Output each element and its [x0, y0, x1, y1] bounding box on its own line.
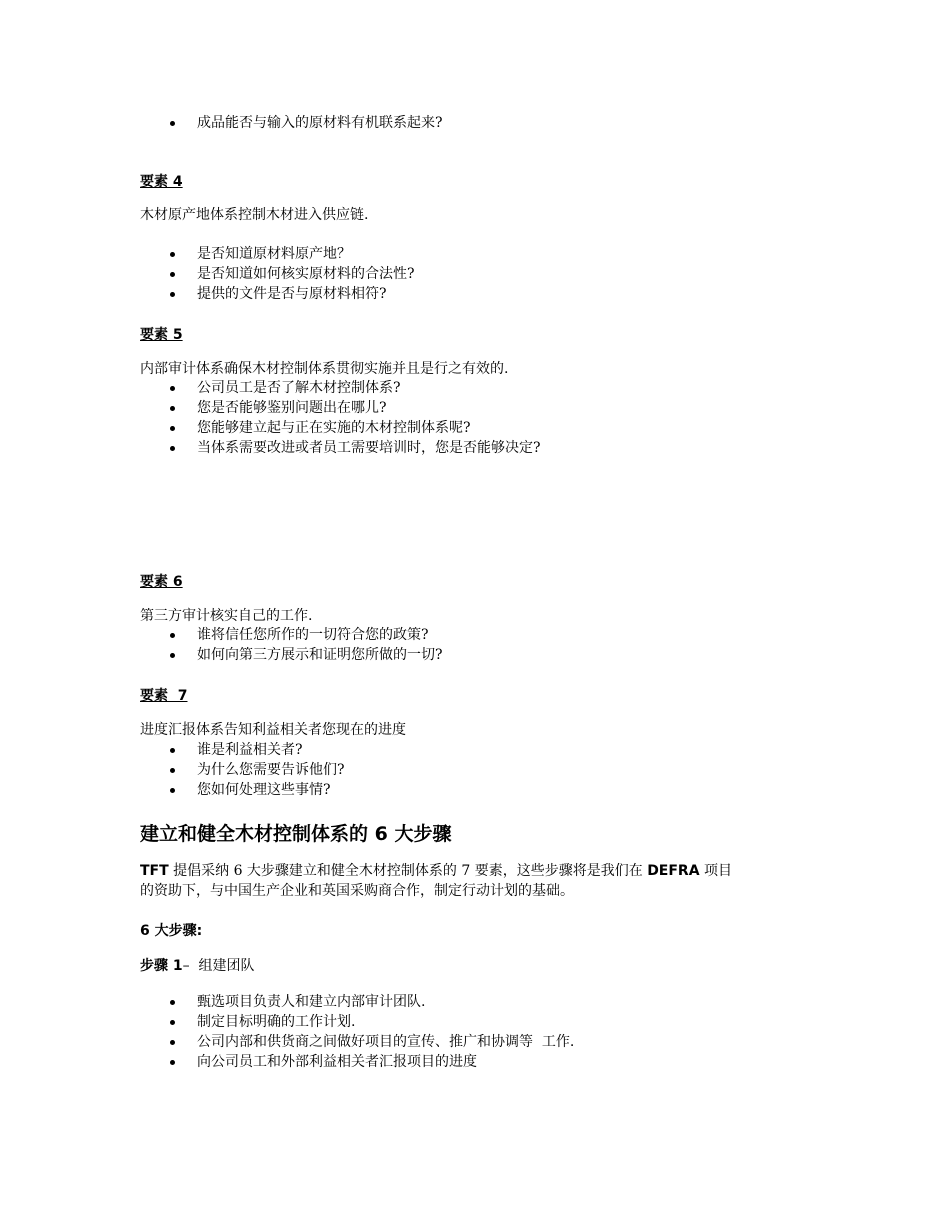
bullet-icon — [170, 426, 175, 431]
element5-list — [140, 378, 541, 458]
list-item: 是否知道原材料原产地？ — [140, 244, 415, 264]
list-item: 如何向第三方展示和证明您所做的一切? — [140, 645, 443, 665]
list-item: 谁是利益相关者? — [140, 740, 345, 760]
bullet-icon — [170, 272, 175, 277]
list-item: 为什么您需要告诉他们? — [140, 760, 345, 780]
list-item: 是否知道如何核实原材料的合法性? — [140, 264, 415, 284]
list-item: 公司员工是否了解木材控制体系? — [140, 378, 541, 398]
bullet-icon — [170, 1000, 175, 1005]
bullet-icon — [170, 768, 175, 773]
element5-desc: 内部审计体系确保木材控制体系贯彻实施并且是行之有效的. — [140, 361, 509, 377]
defra-label: DEFRA — [647, 863, 700, 879]
list-item: 成品能否与输入的原材料有机联系起来? — [140, 113, 443, 133]
element5-heading: 要素 5 — [140, 327, 183, 343]
element6-heading: 要素 6 — [140, 574, 183, 590]
list-item: 提供的文件是否与原材料相符? — [140, 284, 415, 304]
element7-desc: 进度汇报体系告知利益相关者您现在的进度 — [140, 722, 406, 738]
list-item: 您能够建立起与正在实施的木材控制体系呢? — [140, 418, 541, 438]
step1-label: 步骤 1 — [140, 958, 183, 974]
bullet-icon — [170, 1020, 175, 1025]
list-item: 甄选项目负责人和建立内部审计团队. — [140, 992, 574, 1012]
list-item: 您是否能够鉴别问题出在哪儿? — [140, 398, 541, 418]
bullet-icon — [170, 386, 175, 391]
element4-heading: 要素 4 — [140, 174, 183, 190]
element7-heading: 要素 7 — [140, 688, 188, 704]
element6-desc: 第三方审计核实自己的工作. — [140, 608, 313, 624]
six-steps-title: 建立和健全木材控制体系的 6 大步骤 — [140, 823, 452, 845]
bullet-icon — [170, 446, 175, 451]
element4-desc: 木材原产地体系控制木材进入供应链. — [140, 207, 369, 223]
step1-heading: 步骤 1– 组建团队 — [140, 958, 255, 974]
list-item: 您如何处理这些事情? — [140, 780, 345, 800]
bullet-icon — [170, 292, 175, 297]
bullet-icon — [170, 633, 175, 638]
element7-list — [140, 740, 345, 800]
bullet-icon — [170, 252, 175, 257]
list-item: 当体系需要改进或者员工需要培训时，您是否能够决定? — [140, 438, 541, 458]
six-steps-intro: TFT 提倡采纳 6 大步骤建立和健全木材控制体系的 7 要素，这些步骤将是我们在 DEFRA 项目 的资助下，与中国生产企业和英国采购商合作，制定行动计划的基础。 — [140, 863, 733, 899]
list-item: 公司内部和供货商之间做好项目的宣传、推广和协调等 工作. — [140, 1032, 574, 1052]
step1-list — [140, 992, 574, 1072]
bullet-icon — [170, 653, 175, 658]
element4-list — [140, 244, 415, 304]
bullet-icon — [170, 1040, 175, 1045]
tft-label: TFT — [140, 863, 169, 879]
list-item: 谁将信任您所作的一切符合您的政策? — [140, 625, 443, 645]
bullet-icon — [170, 788, 175, 793]
six-steps-label: 6 大步骤: — [140, 923, 203, 939]
bullet-icon — [170, 1060, 175, 1065]
bullet-icon — [170, 748, 175, 753]
top-bullet-list — [140, 113, 443, 133]
bullet-icon — [170, 406, 175, 411]
element6-list — [140, 625, 443, 665]
bullet-icon — [170, 121, 175, 126]
list-item: 向公司员工和外部利益相关者汇报项目的进度 — [140, 1052, 574, 1072]
list-item: 制定目标明确的工作计划. — [140, 1012, 574, 1032]
